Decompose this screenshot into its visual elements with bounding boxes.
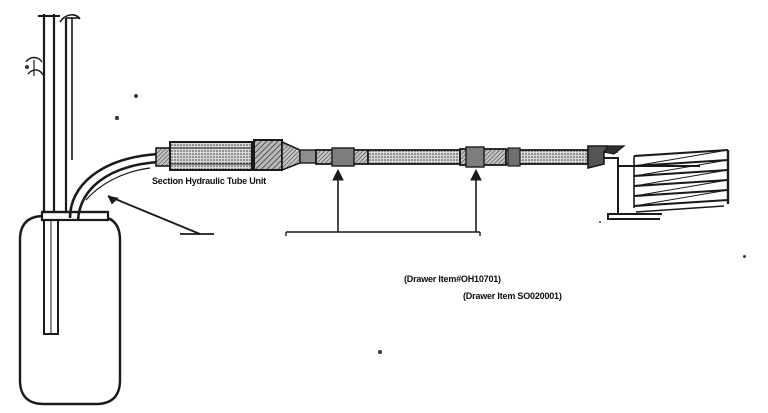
label-drawer-item-2: (Drawer Item SO020001) (463, 291, 562, 301)
scan-speck (25, 65, 29, 69)
tube-coupling-left (156, 148, 170, 166)
label-section-hydraulic-tube-unit: Section Hydraulic Tube Unit (152, 176, 266, 186)
tube-segment-b (368, 150, 460, 164)
leader-line-tube-unit (108, 196, 214, 234)
scan-speck (115, 116, 118, 119)
tube-taper (282, 142, 316, 170)
dip-tube (44, 220, 58, 334)
tube-segment-a (316, 148, 368, 166)
scan-speck (378, 350, 382, 354)
flex-hose (70, 154, 158, 220)
label-drawer-item-1: (Drawer Item#OH10701) (404, 274, 501, 284)
vertical-mast (26, 14, 80, 216)
tube-segment-c (460, 147, 506, 167)
reservoir-tank (20, 212, 120, 404)
tube-body-main (170, 142, 252, 170)
scan-speck (743, 255, 746, 258)
tube-segment-d (506, 148, 588, 166)
dimension-bracket-left (286, 170, 481, 232)
coil-spring-stack (634, 150, 728, 212)
tube-collar (254, 140, 282, 170)
